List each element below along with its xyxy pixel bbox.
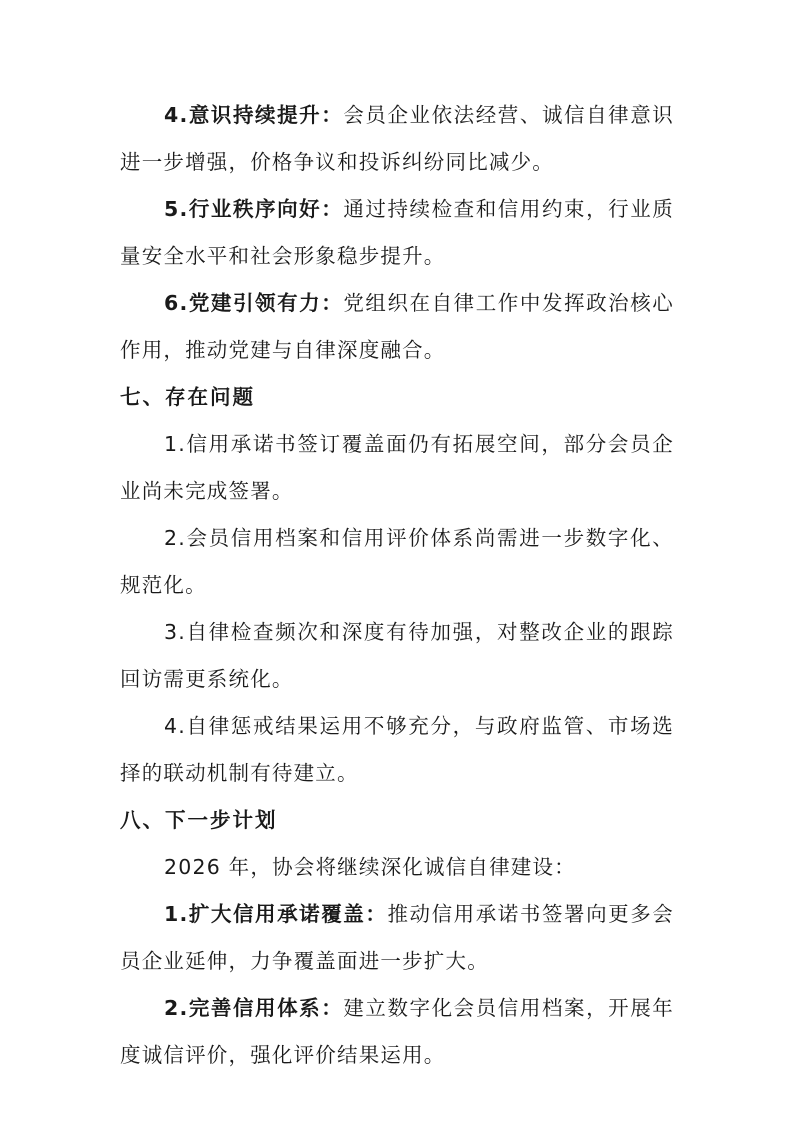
item-lead: 5.行业秩序向好： (164, 197, 344, 221)
section-heading-problems: 七、存在问题 (120, 385, 255, 409)
item-text: 通过持续检查和信用约束，行业质量安全水平和社会形象稳步提升。 (120, 197, 674, 268)
item-party-building (120, 280, 674, 374)
item-awareness (120, 92, 674, 186)
plan-intro: 2026 年，协会将继续深化诚信自律建设： (164, 855, 576, 879)
document-body (120, 92, 674, 1079)
item-lead: 2.完善信用体系： (164, 996, 344, 1020)
item-text: 建立数字化会员信用档案，开展年度诚信评价，强化评价结果运用。 (120, 996, 674, 1067)
item-industry-order (120, 186, 674, 280)
item-text: 会员企业依法经营、诚信自律意识进一步增强，价格争议和投诉纠纷同比减少。 (120, 103, 674, 174)
problem-item-4: 4.自律惩戒结果运用不够充分，与政府监管、市场选择的联动机制有待建立。 (120, 714, 674, 785)
problem-item-2: 2.会员信用档案和信用评价体系尚需进一步数字化、规范化。 (120, 526, 674, 597)
plan-item-2 (120, 985, 674, 1079)
section-heading-next-steps: 八、下一步计划 (120, 808, 278, 832)
problem-item-1: 1.信用承诺书签订覆盖面仍有拓展空间，部分会员企业尚未完成签署。 (120, 432, 674, 503)
item-lead: 6.党建引领有力： (164, 291, 344, 315)
plan-item-1 (120, 891, 674, 985)
item-lead: 4.意识持续提升： (164, 103, 344, 127)
item-text: 推动信用承诺书签署向更多会员企业延伸，力争覆盖面进一步扩大。 (120, 902, 674, 973)
item-lead: 1.扩大信用承诺覆盖： (164, 902, 388, 926)
problem-item-3: 3.自律检查频次和深度有待加强，对整改企业的跟踪回访需更系统化。 (120, 620, 674, 691)
item-text: 党组织在自律工作中发挥政治核心作用，推动党建与自律深度融合。 (120, 291, 674, 362)
